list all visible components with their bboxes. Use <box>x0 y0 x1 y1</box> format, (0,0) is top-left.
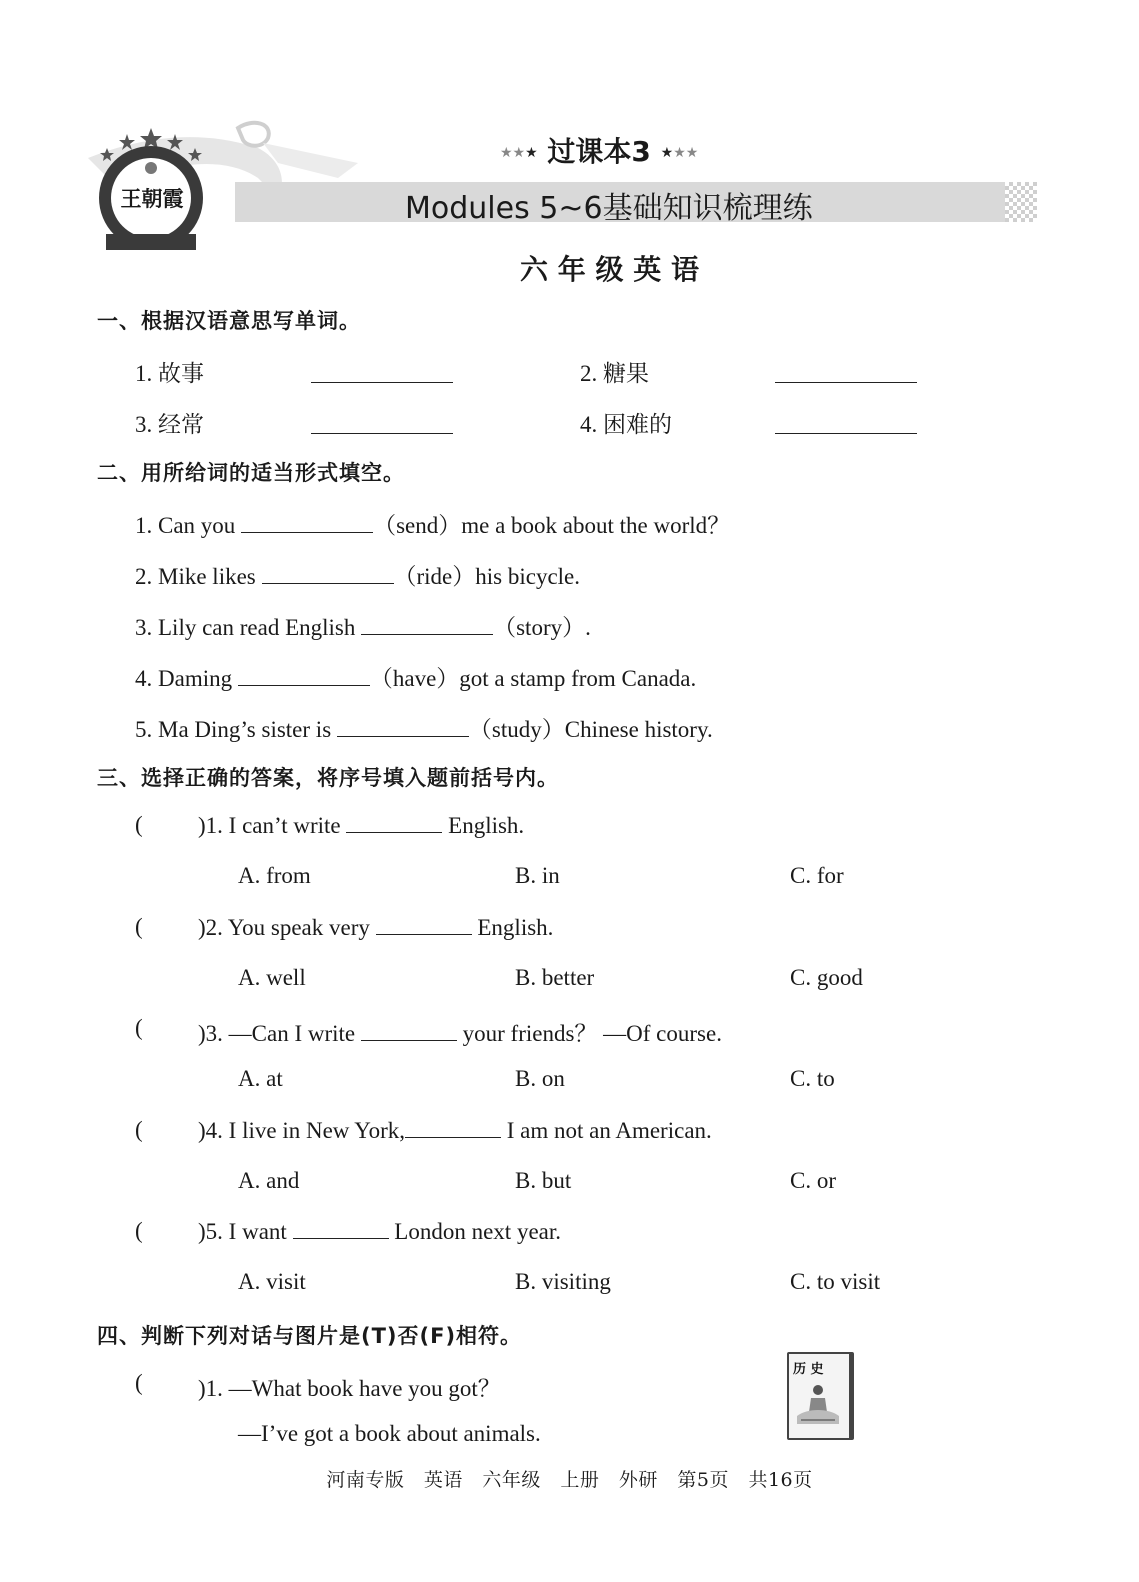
question-paren[interactable]: ( <box>135 1117 143 1142</box>
book-label: 历 史 <box>793 1362 824 1377</box>
question-number: )1. <box>198 1376 223 1401</box>
item-text: 5. Ma Ding’s sister is <box>135 717 332 742</box>
stars-left-icon: ★★ <box>500 145 526 161</box>
vocab-item <box>580 355 649 388</box>
answer-blank[interactable] <box>262 563 394 584</box>
question-stem <box>198 1117 712 1144</box>
section-1-heading: 一、根据汉语意思写单词。 <box>97 309 361 333</box>
section-4-heading: 四、判断下列对话与图片是(T)否(F)相符。 <box>97 1324 523 1348</box>
vocab-item <box>135 355 204 388</box>
question-number: )3. <box>198 1021 223 1046</box>
item-number: 3. <box>135 412 153 437</box>
section-3-heading: 三、选择正确的答案，将序号填入题前括号内。 <box>97 766 559 790</box>
item-text: 1. Can you <box>135 513 236 538</box>
answer-blank[interactable] <box>775 413 917 434</box>
question-stem <box>198 914 553 941</box>
question-stem <box>198 1218 561 1245</box>
question-paren[interactable]: ( <box>135 1370 143 1395</box>
logo-text: 王朝霞 <box>120 186 184 211</box>
answer-blank[interactable] <box>311 413 453 434</box>
item-chinese: 经常 <box>158 412 204 438</box>
star-icon: ★ <box>660 145 674 161</box>
item-text: 2. Mike likes <box>135 564 256 589</box>
item-text: 4. Daming <box>135 666 233 691</box>
series-label <box>500 130 698 170</box>
fill-item <box>135 507 730 540</box>
answer-blank[interactable] <box>361 614 493 635</box>
item-chinese: 故事 <box>158 361 204 387</box>
option-c: C. to <box>790 1066 835 1091</box>
fill-item <box>135 660 696 693</box>
question-stem <box>198 812 524 839</box>
option-b: B. better <box>515 965 595 990</box>
item-chinese: 糖果 <box>603 361 649 387</box>
question-text: English. <box>477 915 554 940</box>
question-text: your friends？ —Of course. <box>462 1021 722 1046</box>
dialogue-line-2: —I’ve got a book about animals. <box>238 1421 541 1446</box>
answer-blank[interactable] <box>337 716 469 737</box>
question-paren[interactable]: ( <box>135 914 143 939</box>
vocab-item <box>135 406 204 439</box>
question-number: )2. <box>198 915 223 940</box>
fill-item <box>135 609 591 642</box>
item-number: 1. <box>135 361 153 386</box>
section-2-heading: 二、用所给词的适当形式填空。 <box>97 461 405 485</box>
star-icon: ★ <box>525 145 538 161</box>
question-number: )4. <box>198 1118 223 1143</box>
dialogue-text: —What book have you got？ <box>228 1376 501 1401</box>
option-a: A. from <box>238 863 311 888</box>
question-stem <box>198 1015 722 1048</box>
option-c: C. for <box>790 863 844 888</box>
answer-blank[interactable] <box>238 665 370 686</box>
page-subtitle: 六 年 级 英 语 <box>520 253 699 286</box>
question-text: You speak very <box>227 915 370 940</box>
fill-item <box>135 711 713 744</box>
item-chinese: 困难的 <box>603 412 672 438</box>
question-paren[interactable]: ( <box>135 1218 143 1243</box>
option-b: B. but <box>515 1168 572 1193</box>
stars-right-icon: ★★ <box>673 145 699 161</box>
dialogue-line-1 <box>198 1370 501 1403</box>
option-a: A. visit <box>238 1269 306 1294</box>
question-text: —Can I write <box>228 1021 356 1046</box>
question-paren[interactable]: ( <box>135 812 143 837</box>
history-book-image <box>787 1352 854 1440</box>
answer-blank <box>405 1117 501 1138</box>
question-text: English. <box>448 813 525 838</box>
question-text: I want <box>228 1219 287 1244</box>
answer-blank <box>293 1218 389 1239</box>
series-label-text: 过课本3 <box>547 135 651 168</box>
answer-blank[interactable] <box>241 512 373 533</box>
item-text: （study）Chinese history. <box>468 717 713 742</box>
answer-blank[interactable] <box>311 362 453 383</box>
banner-checker <box>1005 182 1037 222</box>
item-text: （send）me a book about the world？ <box>373 513 731 538</box>
page-title: Modules 5~6基础知识梳理练 <box>405 191 813 226</box>
item-text: （ride）his bicycle. <box>393 564 581 589</box>
answer-blank <box>346 812 442 833</box>
option-a: A. well <box>238 965 306 990</box>
answer-blank <box>376 914 472 935</box>
fill-item <box>135 558 580 591</box>
item-text: 3. Lily can read English <box>135 615 356 640</box>
book-illustration-icon <box>793 1380 843 1430</box>
option-c: C. to visit <box>790 1269 881 1294</box>
item-number: 4. <box>580 412 598 437</box>
answer-blank <box>361 1020 457 1041</box>
question-text: I am not an American. <box>506 1118 712 1143</box>
page-footer: 河南专版 英语 六年级 上册 外研 第5页 共16页 <box>326 1469 813 1491</box>
item-text: （story）. <box>493 615 591 640</box>
question-number: )5. <box>198 1219 223 1244</box>
question-paren[interactable]: ( <box>135 1015 143 1040</box>
question-text: London next year. <box>394 1219 562 1244</box>
question-text: I live in New York, <box>228 1118 406 1143</box>
question-text: I can’t write <box>228 813 341 838</box>
answer-blank[interactable] <box>775 362 917 383</box>
option-c: C. or <box>790 1168 836 1193</box>
option-b: B. on <box>515 1066 565 1091</box>
question-number: )1. <box>198 813 223 838</box>
option-b: B. in <box>515 863 560 888</box>
option-c: C. good <box>790 965 863 990</box>
item-number: 2. <box>580 361 598 386</box>
option-b: B. visiting <box>515 1269 611 1294</box>
option-a: A. and <box>238 1168 300 1193</box>
vocab-item <box>580 406 672 439</box>
item-text: （have）got a stamp from Canada. <box>369 666 697 691</box>
option-a: A. at <box>238 1066 283 1091</box>
